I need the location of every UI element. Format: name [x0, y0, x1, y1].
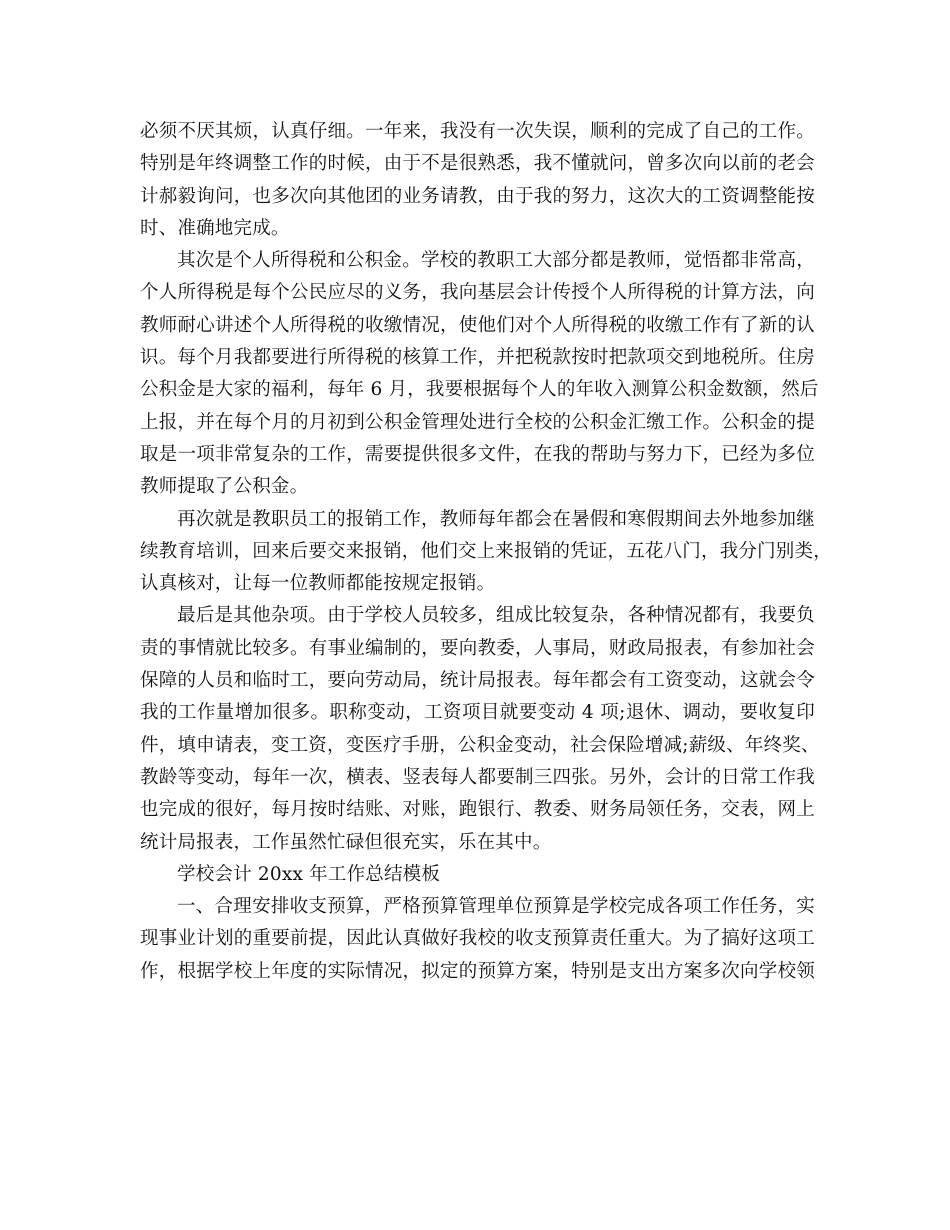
text-line: 计郝毅询问，也多次向其他团的业务请教，由于我的努力，这次大的工资调整能按	[140, 185, 815, 207]
text-line: 必须不厌其烦，认真仔细。一年来，我没有一次失误，顺利的完成了自己的工作。	[140, 121, 815, 142]
text-line: 保障的人员和临时工，要向劳动局，统计局报表。每年都会有工资变动，这就会令	[140, 670, 815, 692]
text-line: 识。每个月我都要进行所得税的核算工作，并把税款按时把款项交到地税所。住房	[140, 347, 815, 369]
text-line: 我的工作量增加很多。职称变动，工资项目就要变动 4 项;退休、调动，要收复印	[140, 702, 815, 724]
text-line: 特别是年终调整工作的时候，由于不是很熟悉，我不懂就问，曾多次向以前的老会	[140, 153, 815, 175]
paragraph-start: 最后是其他杂项。由于学校人员较多，组成比较复杂，各种情况都有，我要负	[177, 605, 815, 627]
text-line: 教师提取了公积金。	[140, 476, 309, 498]
document-page	[140, 116, 832, 988]
paragraph-start: 再次就是教职员工的报销工作，教师每年都会在暑假和寒假期间去外地参加继	[177, 508, 815, 530]
text-line: 个人所得税是每个公民应尽的义务，我向基层会计传授个人所得税的计算方法，向	[140, 282, 815, 304]
text-line: 件，填申请表，变工资，变医疗手册，公积金变动，社会保险增减;薪级、年终奖、	[140, 734, 820, 756]
paragraph-start: 一、合理安排收支预算，严格预算管理单位预算是学校完成各项工作任务，实	[177, 896, 815, 918]
text-line: 统计局报表，工作虽然忙碌但很充实，乐在其中。	[140, 831, 552, 853]
section-heading: 学校会计 20xx 年工作总结模板	[177, 863, 441, 885]
text-line: 上报，并在每个月的月初到公积金管理处进行全校的公积金汇缴工作。公积金的提	[140, 411, 815, 433]
text-line: 也完成的很好，每月按时结账、对账，跑银行、教委、财务局领任务，交表，网上	[140, 799, 815, 821]
text-line: 作，根据学校上年度的实际情况，拟定的预算方案，特别是支出方案多次向学校领	[140, 960, 815, 982]
text-line: 认真核对，让每一位教师都能按规定报销。	[140, 573, 496, 595]
text-line: 责的事情就比较多。有事业编制的，要向教委，人事局，财政局报表，有参加社会	[140, 637, 815, 659]
text-line: 取是一项非常复杂的工作，需要提供很多文件，在我的帮助与努力下，已经为多位	[140, 443, 815, 465]
text-line: 公积金是大家的福利，每年 6 月，我要根据每个人的年收入测算公积金数额，然后	[140, 379, 819, 401]
text-line: 时、准确地完成。	[140, 217, 290, 239]
text-line: 教龄等变动，每年一次，横表、竖表每人都要制三四张。另外，会计的日常工作我	[140, 766, 815, 788]
text-line: 教师耐心讲述个人所得税的收缴情况，使他们对个人所得税的收缴工作有了新的认	[140, 314, 815, 336]
text-line: 续教育培训，回来后要交来报销，他们交上来报销的凭证，五花八门，我分门别类，	[140, 540, 832, 562]
paragraph-start: 其次是个人所得税和公积金。学校的教职工大部分都是教师，觉悟都非常高，	[177, 250, 815, 272]
text-line: 现事业计划的重要前提，因此认真做好我校的收支预算责任重大。为了搞好这项工	[140, 928, 815, 950]
